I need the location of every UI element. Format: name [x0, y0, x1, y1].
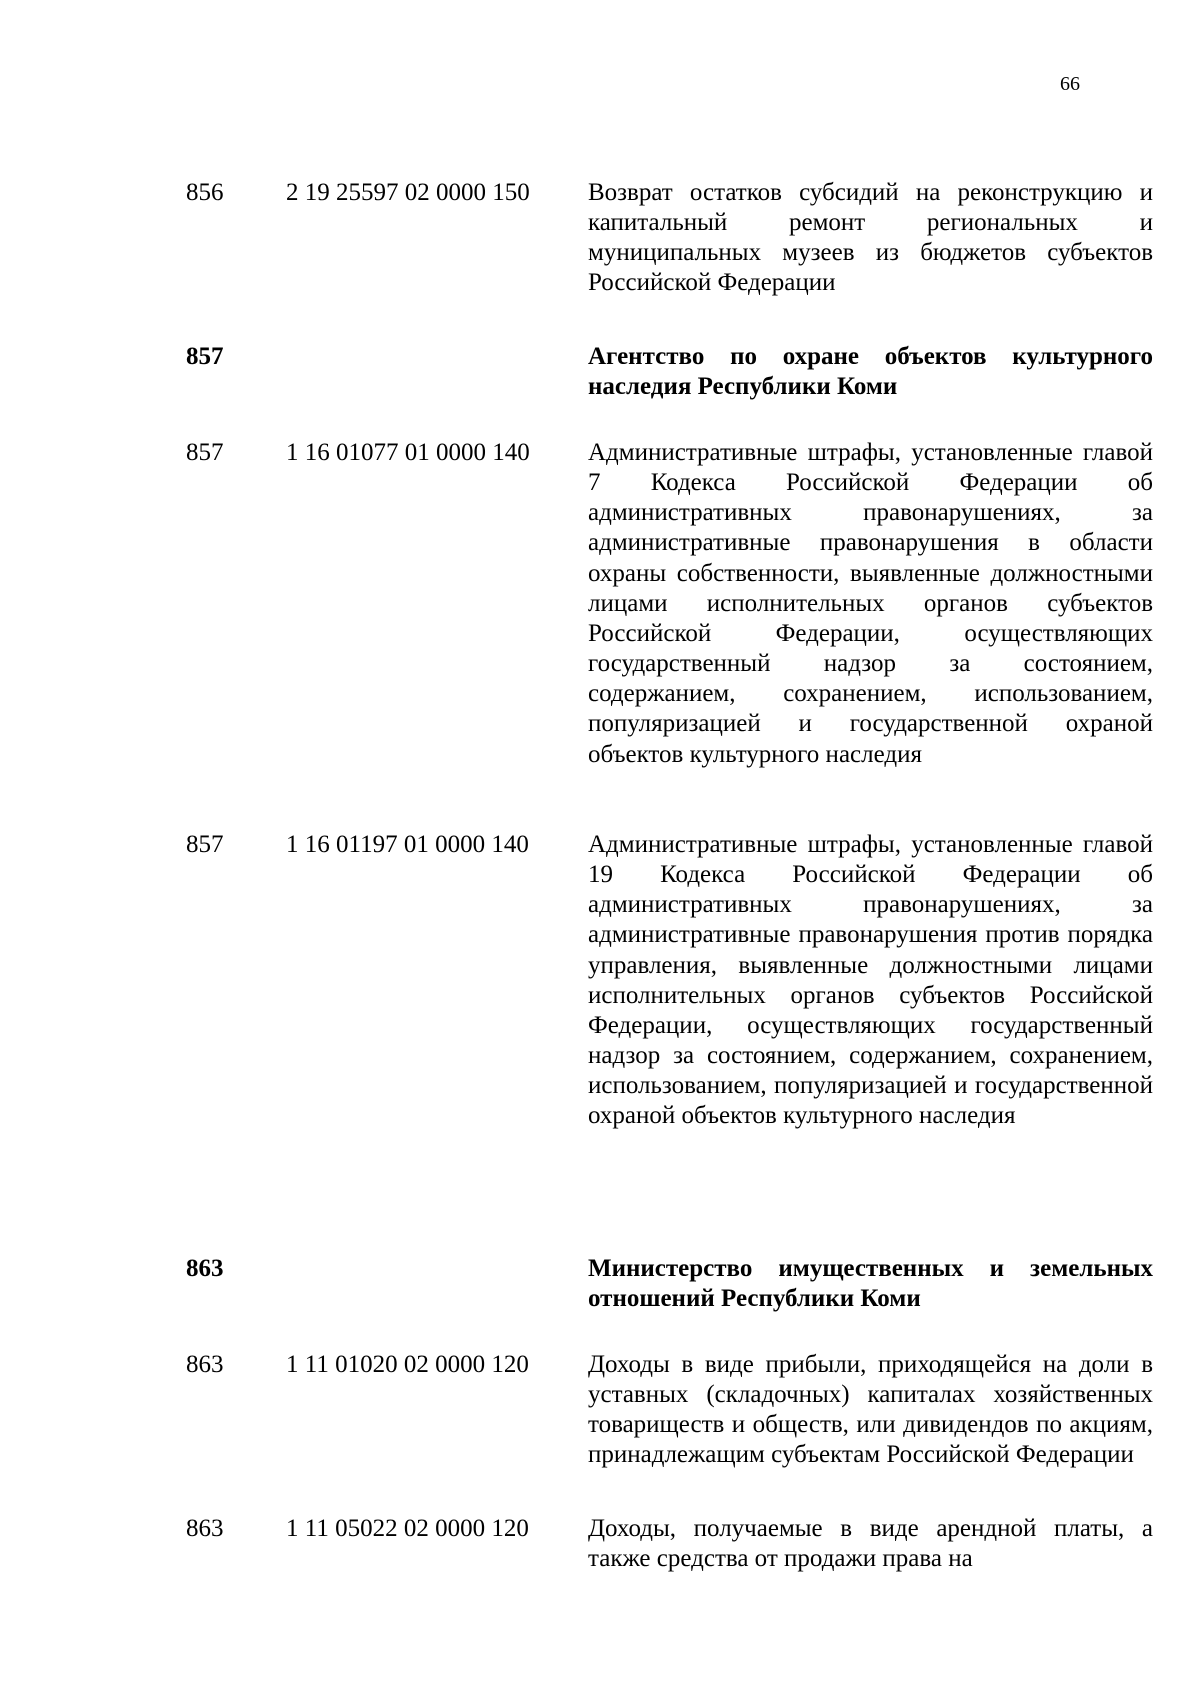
admin-code: 856 — [186, 179, 224, 206]
administrator-name: Агентство по охране объектов культурного наследия Республики Коми — [588, 343, 1153, 401]
budget-classification-code: 2 19 25597 02 0000 150 — [286, 179, 530, 206]
revenue-name: Доходы в виде прибыли, приходящейся на доли в уставных (складочных) капиталах хозяйственных товариществ и обществ, или дивидендов по акциям, принадлежащим субъектам Российской Федерации — [588, 1351, 1153, 1469]
budget-classification-code: 1 11 01020 02 0000 120 — [286, 1351, 529, 1378]
page-number: 66 — [1060, 73, 1080, 95]
admin-code: 863 — [186, 1515, 224, 1542]
administrator-name: Министерство имущественных и земельных отношений Республики Коми — [588, 1255, 1153, 1313]
revenue-name: Административные штрафы, установленные главой 7 Кодекса Российской Федерации об административных правонарушениях, за административные правонарушения в области охраны собственности, выявленные должностными лицами исполнительных органов субъектов Российской Федерации, осуществляющих государственный надзор за состоянием, содержанием, сохранением, использованием, популяризацией и государственной охраной объектов культурного наследия — [588, 439, 1153, 768]
budget-classification-code: 1 11 05022 02 0000 120 — [286, 1515, 529, 1542]
admin-code: 857 — [186, 439, 224, 466]
admin-code: 863 — [186, 1255, 224, 1282]
admin-code: 857 — [186, 343, 224, 370]
admin-code: 863 — [186, 1351, 224, 1378]
revenue-name: Возврат остатков субсидий на реконструкцию и капитальный ремонт региональных и муниципальных музеев из бюджетов субъектов Российской Федерации — [588, 179, 1153, 297]
budget-classification-code: 1 16 01197 01 0000 140 — [286, 831, 529, 858]
revenue-name: Доходы, получаемые в виде арендной платы, а также средства от продажи права на — [588, 1515, 1153, 1573]
revenue-name: Административные штрафы, установленные главой 19 Кодекса Российской Федерации об административных правонарушениях, за административные правонарушения против порядка управления, выявленные должностными лицами исполнительных органов субъектов Российской Федерации, осуществляющих государственный надзор за состоянием, содержанием, сохранением, использованием, популяризацией и государственной охраной объектов культурного наследия — [588, 831, 1153, 1130]
budget-classification-code: 1 16 01077 01 0000 140 — [286, 439, 530, 466]
admin-code: 857 — [186, 831, 224, 858]
